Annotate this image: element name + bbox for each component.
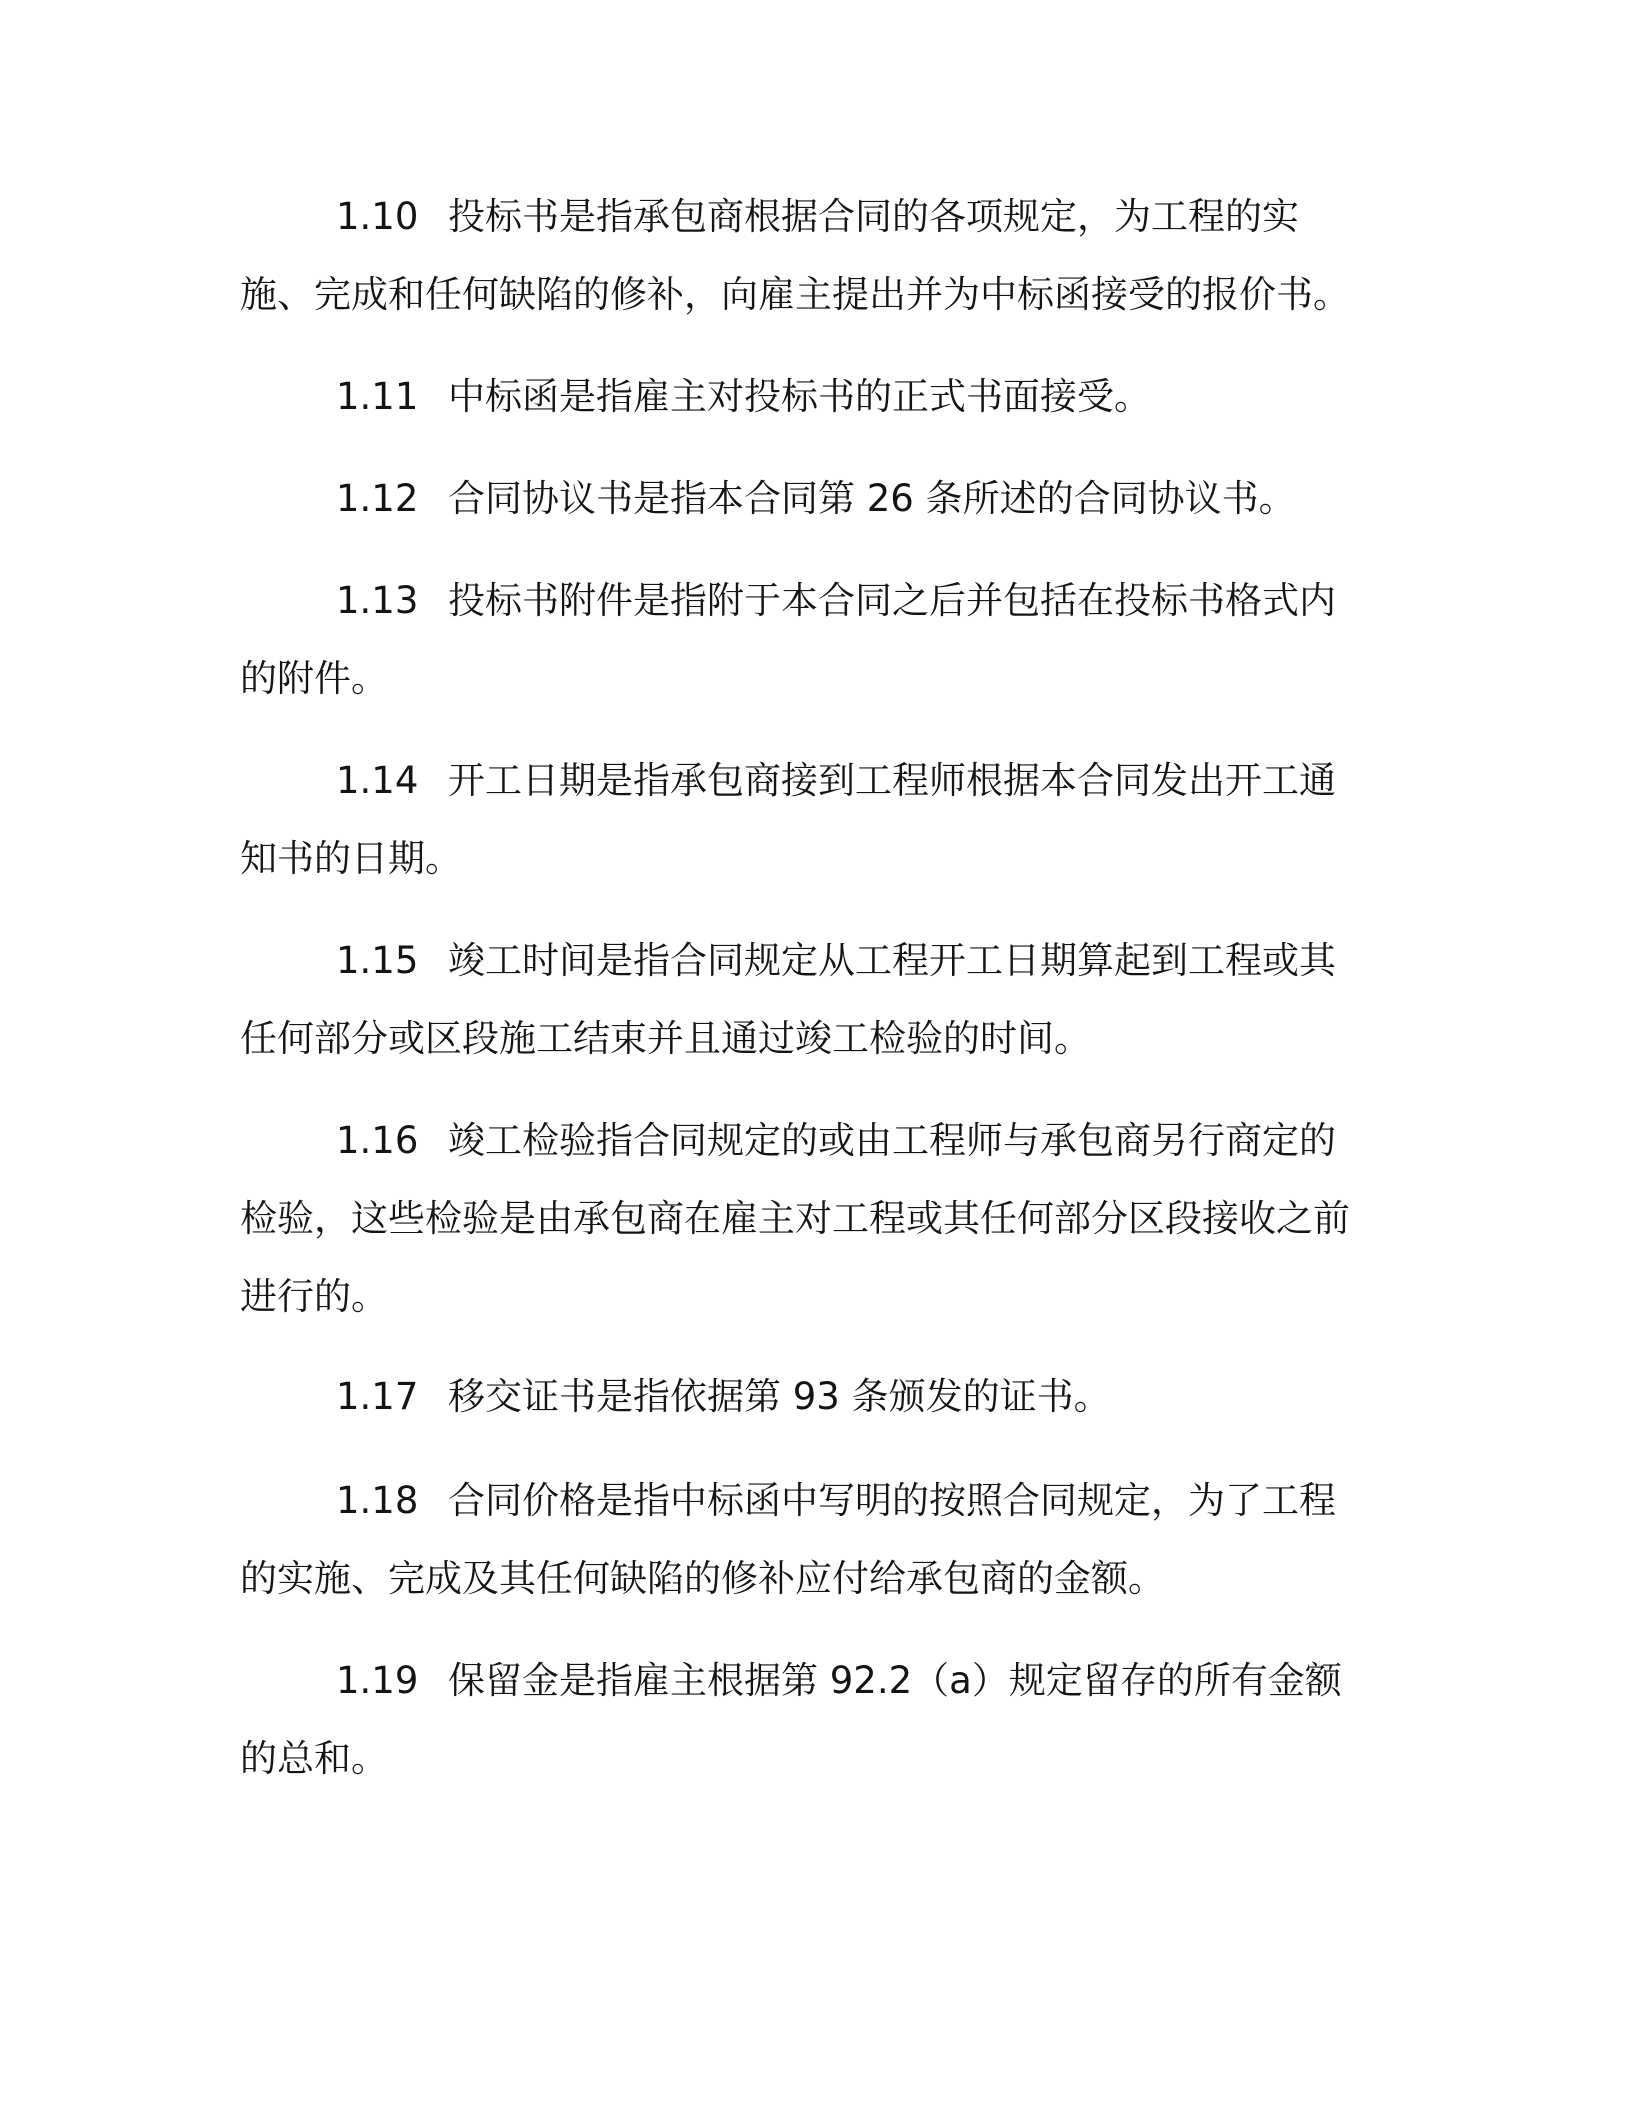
clause-1-15 <box>240 922 1372 1078</box>
clause-text: 合同价格是指中标函中写明的按照合同规定，为了工程的实施、完成及其任何缺陷的修补应付给承包商的金额。 <box>240 1479 1336 1600</box>
clause-1-18 <box>240 1462 1372 1618</box>
clause-text: 保留金是指雇主根据第 92.2（a）规定留存的所有金额的总和。 <box>240 1659 1342 1780</box>
clause-text: 开工日期是指承包商接到工程师根据本合同发出开工通知书的日期。 <box>240 759 1336 880</box>
clause-1-11 <box>240 358 1372 436</box>
clause-number: 1.14 <box>336 759 419 802</box>
clause-number: 1.19 <box>336 1659 419 1702</box>
clause-number: 1.13 <box>336 579 419 622</box>
clause-number: 1.11 <box>336 375 419 418</box>
clause-number: 1.15 <box>336 939 419 982</box>
clause-text: 竣工检验指合同规定的或由工程师与承包商另行商定的检验，这些检验是由承包商在雇主对工程或其任何部分区段接收之前进行的。 <box>240 1119 1350 1318</box>
clause-number: 1.17 <box>336 1375 419 1418</box>
clause-1-12 <box>240 460 1372 538</box>
clause-number: 1.10 <box>336 195 419 238</box>
clause-number: 1.12 <box>336 477 419 520</box>
clause-text: 竣工时间是指合同规定从工程开工日期算起到工程或其任何部分或区段施工结束并且通过竣工检验的时间。 <box>240 939 1336 1060</box>
clause-text: 投标书附件是指附于本合同之后并包括在投标书格式内的附件。 <box>240 579 1336 700</box>
clause-number: 1.16 <box>336 1119 419 1162</box>
clause-text: 移交证书是指依据第 93 条颁发的证书。 <box>448 1375 1111 1418</box>
clause-number: 1.18 <box>336 1479 419 1522</box>
clause-1-14 <box>240 742 1372 898</box>
clause-1-19 <box>240 1642 1372 1798</box>
clause-1-17 <box>240 1358 1372 1436</box>
clause-1-13 <box>240 562 1372 718</box>
clause-text: 投标书是指承包商根据合同的各项规定，为工程的实施、完成和任何缺陷的修补，向雇主提出并为中标函接受的报价书。 <box>240 195 1350 316</box>
clause-1-10 <box>240 178 1372 334</box>
clause-1-16 <box>240 1102 1372 1336</box>
clause-text: 合同协议书是指本合同第 26 条所述的合同协议书。 <box>448 477 1296 520</box>
clause-text: 中标函是指雇主对投标书的正式书面接受。 <box>448 375 1151 418</box>
